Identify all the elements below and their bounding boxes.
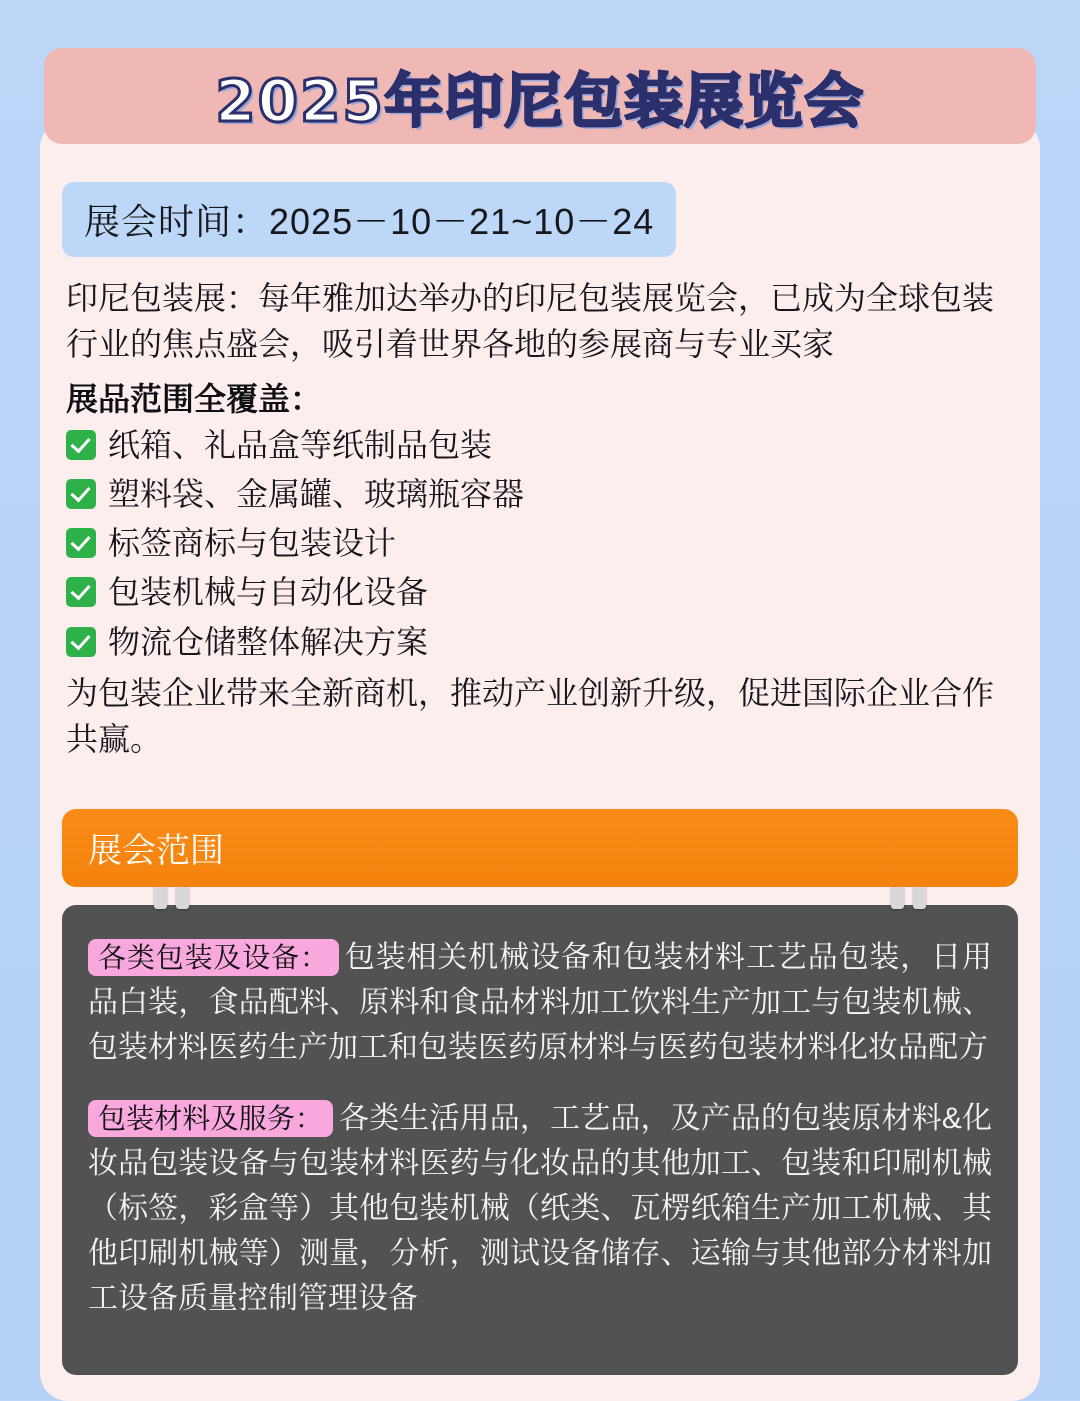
section-block <box>88 1096 992 1321</box>
list-item <box>66 424 1014 467</box>
intro-paragraph: 印尼包装展：每年雅加达举办的印尼包装展览会，已成为全球包装行业的焦点盛会，吸引着世界各地的参展商与专业买家 <box>66 280 995 363</box>
list-item <box>66 473 1014 516</box>
block-text: 各类生活用品，工艺品，及产品的包装原材料&化妆品包装设备与包装材料医药与化妆品的其他加工、包装和印刷机械（标签，彩盒等）其他包装机械（纸类、瓦楞纸箱生产加工机械、其他印刷机械等）测量，分析，测试设备储存、运输与其他部分材料加工设备质量控制管理设备 <box>88 1101 992 1315</box>
exhibition-date-bar: 展会时间：2025－10－21~10－24 <box>62 182 676 257</box>
scope-section <box>62 809 1018 1375</box>
title-banner <box>44 48 1036 144</box>
block-tag: 各类包装及设备： <box>88 939 339 976</box>
list-item-label: 包装机械与自动化设备 <box>108 574 429 611</box>
check-icon <box>66 577 96 607</box>
list-item-label: 塑料袋、金属罐、玻璃瓶容器 <box>108 475 525 512</box>
content-card <box>40 120 1040 1401</box>
section-body-panel <box>62 905 1018 1375</box>
section-block <box>88 935 992 1070</box>
list-item <box>66 621 1014 664</box>
check-icon <box>66 627 96 657</box>
check-icon <box>66 430 96 460</box>
section-header-label: 展会范围 <box>88 832 224 870</box>
list-item <box>66 571 1014 614</box>
list-item-label: 物流仓储整体解决方案 <box>108 623 429 660</box>
list-item-label: 标签商标与包装设计 <box>108 525 397 562</box>
block-text: 包装相关机械设备和包装材料工艺品包装，日用品白装，食品配料、原料和食品材料加工饮料生产加工与包装机械、包装材料医药生产加工和包装医药原材料与医药包装材料化妆品配方 <box>88 940 992 1064</box>
section-header-bar <box>62 809 1018 887</box>
block-tag: 包装材料及服务： <box>88 1100 333 1137</box>
scope-heading: 展品范围全覆盖： <box>66 380 323 417</box>
page-title: 2025年印尼包装展览会 <box>215 67 865 135</box>
closing-paragraph: 为包装企业带来全新商机，推动产业创新升级，促进国际企业合作共赢。 <box>66 674 995 758</box>
check-icon <box>66 479 96 509</box>
check-icon <box>66 528 96 558</box>
list-item-label: 纸箱、礼品盒等纸制品包装 <box>108 426 493 463</box>
scope-list <box>66 424 1014 664</box>
list-item <box>66 522 1014 565</box>
